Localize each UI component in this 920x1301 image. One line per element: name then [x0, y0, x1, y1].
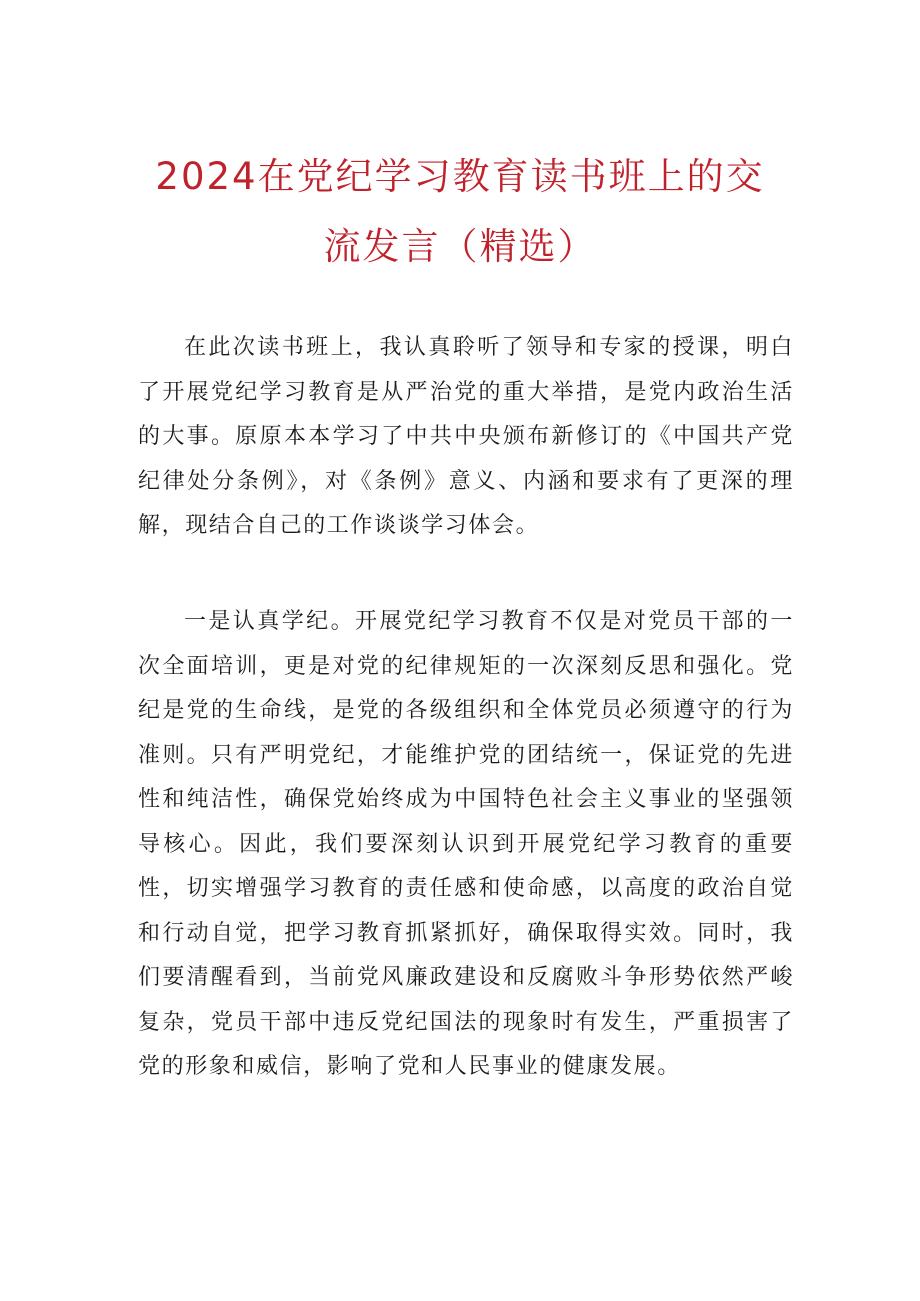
body-paragraph-learn-discipline: 一是认真学纪。开展党纪学习教育不仅是对党员干部的一次全面培训，更是对党的纪律规矩的一次深刻反思和强化。党纪是党的生命线，是党的各级组织和全体党员必须遵守的行为准则。只有严明党纪，才能维护党的团结统一，保证党的先进性和纯洁性，确保党始终成为中国特色社会主义事业的坚强领导核心。因此，我们要深刻认识到开展党纪学习教育的重要性，切实增强学习教育的责任感和使命感，以高度的政治自觉和行动自觉，把学习教育抓紧抓好，确保取得实效。同时，我们要清醒看到，当前党风廉政建设和反腐败斗争形势依然严峻复杂，党员干部中违反党纪国法的现象时有发生，严重损害了党的形象和威信，影响了党和人民事业的健康发展。 — [138, 609, 794, 1079]
document-title-line-1: 2024在党纪学习教育读书班上的交 — [155, 155, 765, 198]
document-title-line-2: 流发言（精选） — [323, 225, 597, 268]
body-paragraph-intro: 在此次读书班上，我认真聆听了领导和专家的授课，明白了开展党纪学习教育是从严治党的重大举措，是党内政治生活的大事。原原本本学习了中共中央颁布新修订的《中国共产党纪律处分条例》，对《条例》意义、内涵和要求有了更深的理解，现结合自己的工作谈谈学习体会。 — [138, 335, 794, 538]
